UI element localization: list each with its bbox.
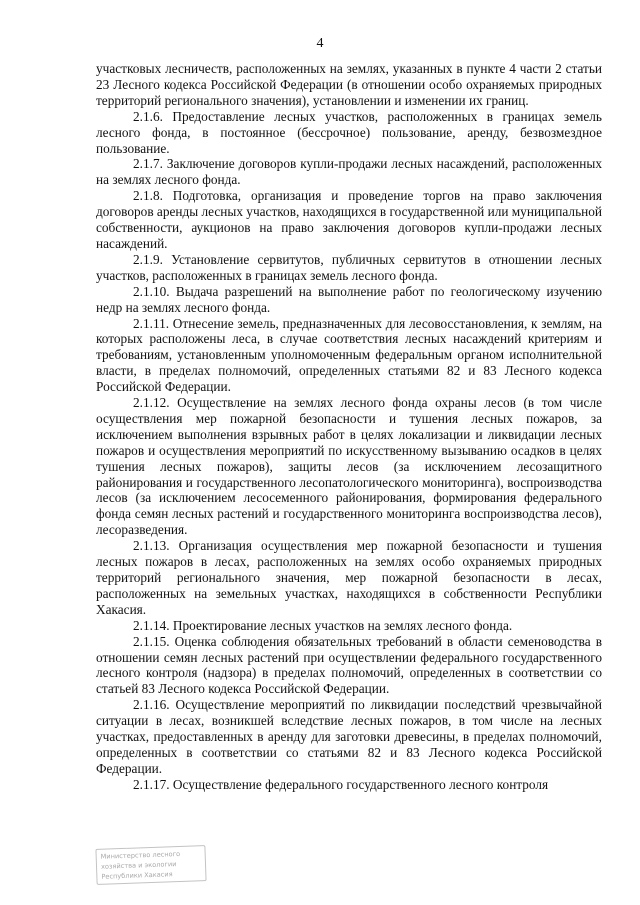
- paragraph-2-1-14: 2.1.14. Проектирование лесных участков на землях лесного фонда.: [133, 617, 513, 633]
- stamp-line: Министерство лесного: [100, 849, 181, 861]
- page-number: 4: [316, 36, 324, 51]
- paragraph-2-1-15: 2.1.15. Оценка соблюдения обязательных требований в области семеноводства в отношении семян лесных растений при осуществлении федерального государственного лесного контроля (надзора) в пределах полномочий, определенных в соответствии со статьей 83 Лесного кодекса Российской Федерации.: [96, 633, 602, 697]
- paragraph-2-1-8: 2.1.8. Подготовка, организация и проведение торгов на право заключения договоров аренды лесных участков, находящихся в государственной или муниципальной собственности, аукционов на право заключения договоров купли-продажи лесных насаждений.: [96, 188, 603, 251]
- paragraph-2-1-9: 2.1.9. Установление сервитутов, публичных сервитутов в отношении лесных участков, расположенных в границах земель лесного фонда.: [96, 251, 602, 283]
- document-body: [96, 61, 602, 793]
- paragraph-2-1-16: 2.1.16. Осуществление мероприятий по ликвидации последствий чрезвычайной ситуации в лесах, возникшей вследствие лесных пожаров, в том числе на лесных участках, предоставленных в аренду для заготовки древесины, в пределах полномочий, определенных в соответствии со статьями 82 и 83 Лесного кодекса Российской Федерации.: [96, 697, 602, 776]
- stamp-line: Республики Хакасия: [101, 870, 173, 881]
- paragraph-2-1-6: 2.1.6. Предоставление лесных участков, расположенных в границах земель лесного фонда, в постоянное (бессрочное) пользование, аренду, безвозмездное пользование.: [96, 108, 602, 156]
- paragraph-2-1-13: 2.1.13. Организация осуществления мер пожарной безопасности и тушения лесных пожаров в лесах, расположенных на землях особо охраняемых природных территорий регионального значения, мер пожарной безопасности в лесах, расположенных на земельных участках, находящихся в собственности Республики Хакасия.: [96, 538, 602, 617]
- paragraph-2-1-17: 2.1.17. Осуществление федерального государственного лесного контроля: [133, 776, 549, 792]
- paragraph-continuation: участковых лесничеств, расположенных на землях, указанных в пункте 4 части 2 статьи 23 Лесного кодекса Российской Федерации (в отношении особо охраняемых природных территорий регионального значения), установлении и изменении их границ.: [96, 61, 602, 108]
- registration-stamp: [95, 845, 206, 885]
- paragraph-2-1-10: 2.1.10. Выдача разрешений на выполнение работ по геологическому изучению недр на землях лесного фонда.: [96, 283, 602, 315]
- paragraph-2-1-11: 2.1.11. Отнесение земель, предназначенных для лесовосстановления, к землям, на которых расположены леса, в случае соответствия лесных насаждений критериям и требованиям, установленным уполномоченным федеральным органом исполнительной власти, в пределах полномочий, определенных статьями 82 и 83 Лесного кодекса Российской Федерации.: [96, 315, 602, 395]
- stamp-line: хозяйства и экологии: [100, 860, 177, 871]
- paragraph-2-1-7: 2.1.7. Заключение договоров купли-продажи лесных насаждений, расположенных на землях лесного фонда.: [96, 156, 602, 188]
- paragraph-2-1-12: 2.1.12. Осуществление на землях лесного фонда охраны лесов (в том числе осуществления мер пожарной безопасности и тушения лесных пожаров, за исключением выполнения взрывных работ в целях локализации и ликвидации лесных пожаров и осуществления мероприятий по искусственному вызыванию осадков в целях тушения лесных пожаров), защиты лесов (за исключением лесозащитного районирования и государственного лесопатологического мониторинга), воспроизводства лесов (за исключением лесосеменного районирования, формирования федерального фонда семян лесных растений и государственного мониторинга воспроизводства лесов), лесоразведения.: [96, 395, 602, 538]
